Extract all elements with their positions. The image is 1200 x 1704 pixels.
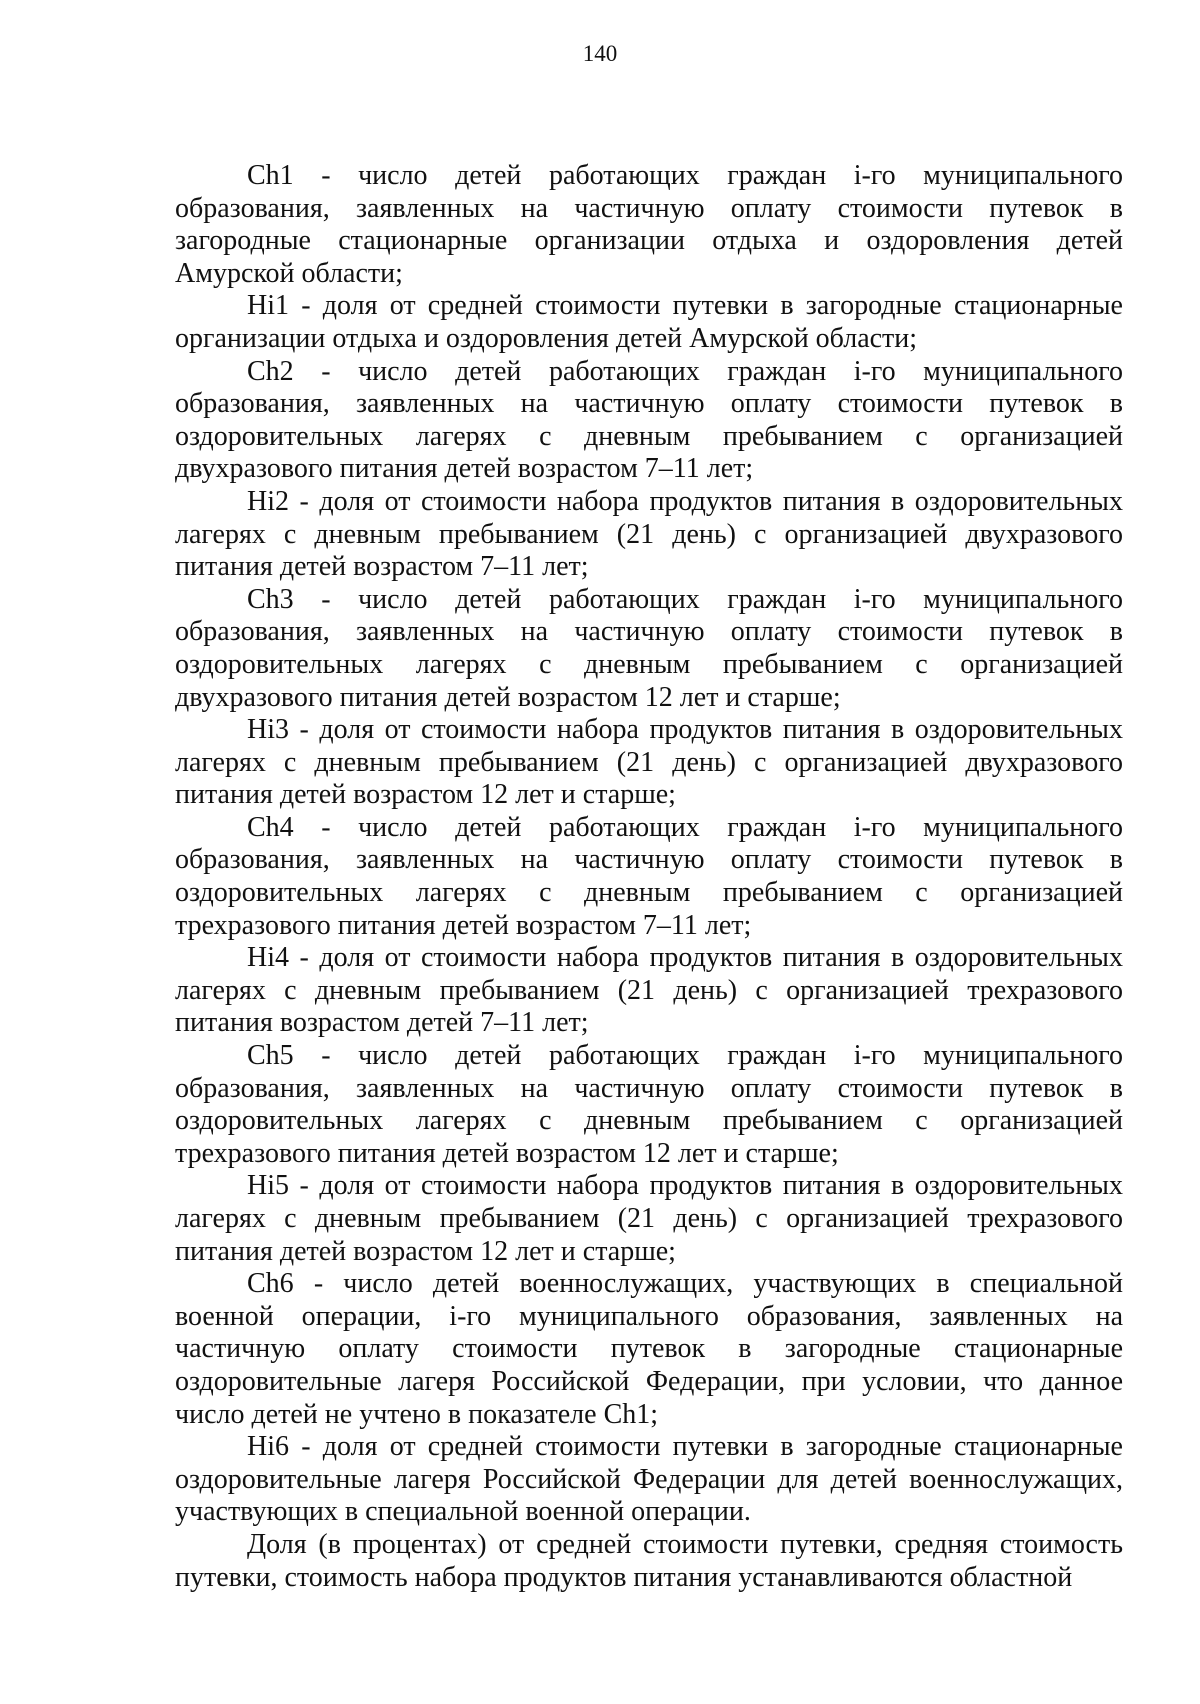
paragraph-ch4: Ch4 - число детей работающих граждан i-го муниципального образования, заявленных на частичную оплату стоимости путевок в оздоровительных лагерях с дневным пребыванием с организацией трехразового питания детей возрастом 7–11 лет; [175,811,1123,941]
paragraph-ch5: Ch5 - число детей работающих граждан i-го муниципального образования, заявленных на частичную оплату стоимости путевок в оздоровительных лагерях с дневным пребыванием с организацией трехразового питания детей возрастом 12 лет и старше; [175,1040,1123,1169]
paragraph-hi3: Hi3 - доля от стоимости набора продуктов питания в оздоровительных лагерях с дневным пребыванием (21 день) с организацией двухразового питания детей возрастом 12 лет и старше; [175,714,1123,811]
paragraph-share-definition: Доля (в процентах) от средней стоимости путевки, средняя стоимость путевки, стоимость набора продуктов питания устанавливаются областной [175,1528,1123,1593]
paragraph-ch6: Ch6 - число детей военнослужащих, участвующих в специальной военной операции, i-го муниципального образования, заявленных на частичную оплату стоимости путевок в загородные стационарные оздоровительные лагеря Российской Федерации, при условии, что данное число детей не учтено в показателе Ch1; [175,1268,1123,1430]
paragraph-ch1: Ch1 - число детей работающих граждан i-го муниципального образования, заявленных на частичную оплату стоимости путевок в загородные стационарные организации отдыха и оздоровления детей Амурской области; [175,160,1123,289]
paragraph-ch3: Ch3 - число детей работающих граждан i-го муниципального образования, заявленных на частичную оплату стоимости путевок в оздоровительных лагерях с дневным пребыванием с организацией двухразового питания детей возрастом 12 лет и старше; [175,583,1123,713]
paragraph-ch2: Ch2 - число детей работающих граждан i-го муниципального образования, заявленных на частичную оплату стоимости путевок в оздоровительных лагерях с дневным пребыванием с организацией двухразового питания детей возрастом 7–11 лет; [175,355,1123,485]
paragraph-hi1: Hi1 - доля от средней стоимости путевки в загородные стационарные организации отдыха и оздоровления детей Амурской области; [175,290,1123,354]
paragraph-hi5: Hi5 - доля от стоимости набора продуктов питания в оздоровительных лагерях с дневным пребыванием (21 день) с организацией трехразового питания детей возрастом 12 лет и старше; [175,1170,1123,1267]
paragraph-hi6: Hi6 - доля от средней стоимости путевки в загородные стационарные оздоровительные лагеря Российской Федерации для детей военнослужащих, участвующих в специальной военной операции. [175,1431,1123,1528]
document-body [175,160,1123,1594]
paragraph-hi4: Hi4 - доля от стоимости набора продуктов питания в оздоровительных лагерях с дневным пребыванием (21 день) с организацией трехразового питания возрастом детей 7–11 лет; [175,942,1123,1039]
page-number: 140 [582,41,618,66]
paragraph-hi2: Hi2 - доля от стоимости набора продуктов питания в оздоровительных лагерях с дневным пребыванием (21 день) с организацией двухразового питания детей возрастом 7–11 лет; [175,485,1123,583]
